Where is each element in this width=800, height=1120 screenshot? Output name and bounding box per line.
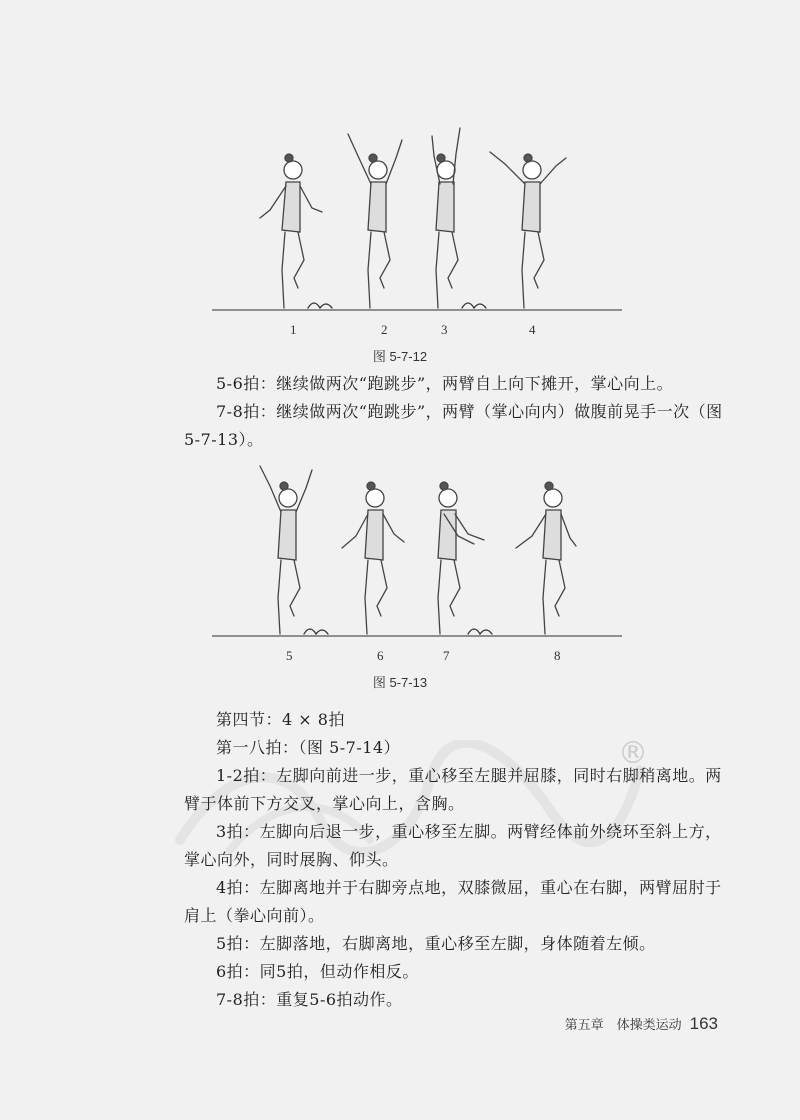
pose-label: 3 bbox=[441, 322, 448, 337]
registered-mark: ® bbox=[618, 736, 648, 771]
page-number: 163 bbox=[689, 1014, 718, 1033]
dancer-pose-1 bbox=[260, 154, 322, 308]
dancer-pose-4 bbox=[490, 152, 566, 308]
pose-label: 6 bbox=[377, 648, 384, 663]
paragraph: 第一八拍：（图 5-7-14） bbox=[216, 738, 401, 757]
pose-label: 4 bbox=[529, 322, 536, 337]
figure-caption: 图 5-7-12 bbox=[372, 349, 428, 364]
section-heading: 第四节：4 × 8拍 bbox=[216, 710, 345, 729]
page-footer bbox=[565, 1014, 718, 1034]
chapter-title: 第五章 体操类运动 bbox=[564, 1018, 682, 1033]
paragraph: 7-8拍：继续做两次“跑跳步”，两臂（掌心向内）做腹前晃手一次（图 5-7-13）。 bbox=[184, 402, 723, 449]
paragraph: 4拍：左脚离地并于右脚旁点地，双膝微屈，重心在右脚，两臂屈肘于肩上（拳心向前）。 bbox=[184, 878, 722, 925]
pose-label: 5 bbox=[286, 648, 293, 663]
dancer-pose-7 bbox=[438, 482, 484, 634]
dancer-pose-3 bbox=[432, 128, 460, 308]
pose-label: 2 bbox=[381, 322, 388, 337]
pose-label: 1 bbox=[290, 322, 297, 337]
figure-5-7-13 bbox=[0, 458, 800, 698]
dance-illustration-1 bbox=[0, 120, 800, 320]
dancer-pose-6 bbox=[342, 482, 404, 634]
dancer-pose-8 bbox=[516, 482, 576, 634]
figure-5-7-12 bbox=[0, 120, 800, 370]
dancer-pose-2 bbox=[348, 134, 402, 308]
dance-illustration-2 bbox=[0, 458, 800, 642]
pose-label: 7 bbox=[443, 648, 450, 663]
paragraph: 5拍：左脚落地，右脚离地，重心移至左脚，身体随着左倾。 bbox=[216, 934, 656, 953]
dancer-pose-5 bbox=[260, 466, 312, 634]
paragraph: 1-2拍：左脚向前进一步，重心移至左腿并屈膝，同时右脚稍离地。两臂于体前下方交叉，掌心向上，含胸。 bbox=[184, 766, 722, 813]
paragraph: 3拍：左脚向后退一步，重心移至左脚。两臂经体前外绕环至斜上方，掌心向外，同时展胸、仰头。 bbox=[184, 822, 722, 869]
paragraph: 6拍：同5拍，但动作相反。 bbox=[216, 962, 419, 981]
figure-caption: 图 5-7-13 bbox=[372, 675, 428, 690]
paragraph: 7-8拍：重复5-6拍动作。 bbox=[216, 990, 403, 1009]
pose-label: 8 bbox=[554, 648, 561, 663]
paragraph: 5-6拍：继续做两次“跑跳步”，两臂自上向下摊开，掌心向上。 bbox=[216, 374, 674, 393]
